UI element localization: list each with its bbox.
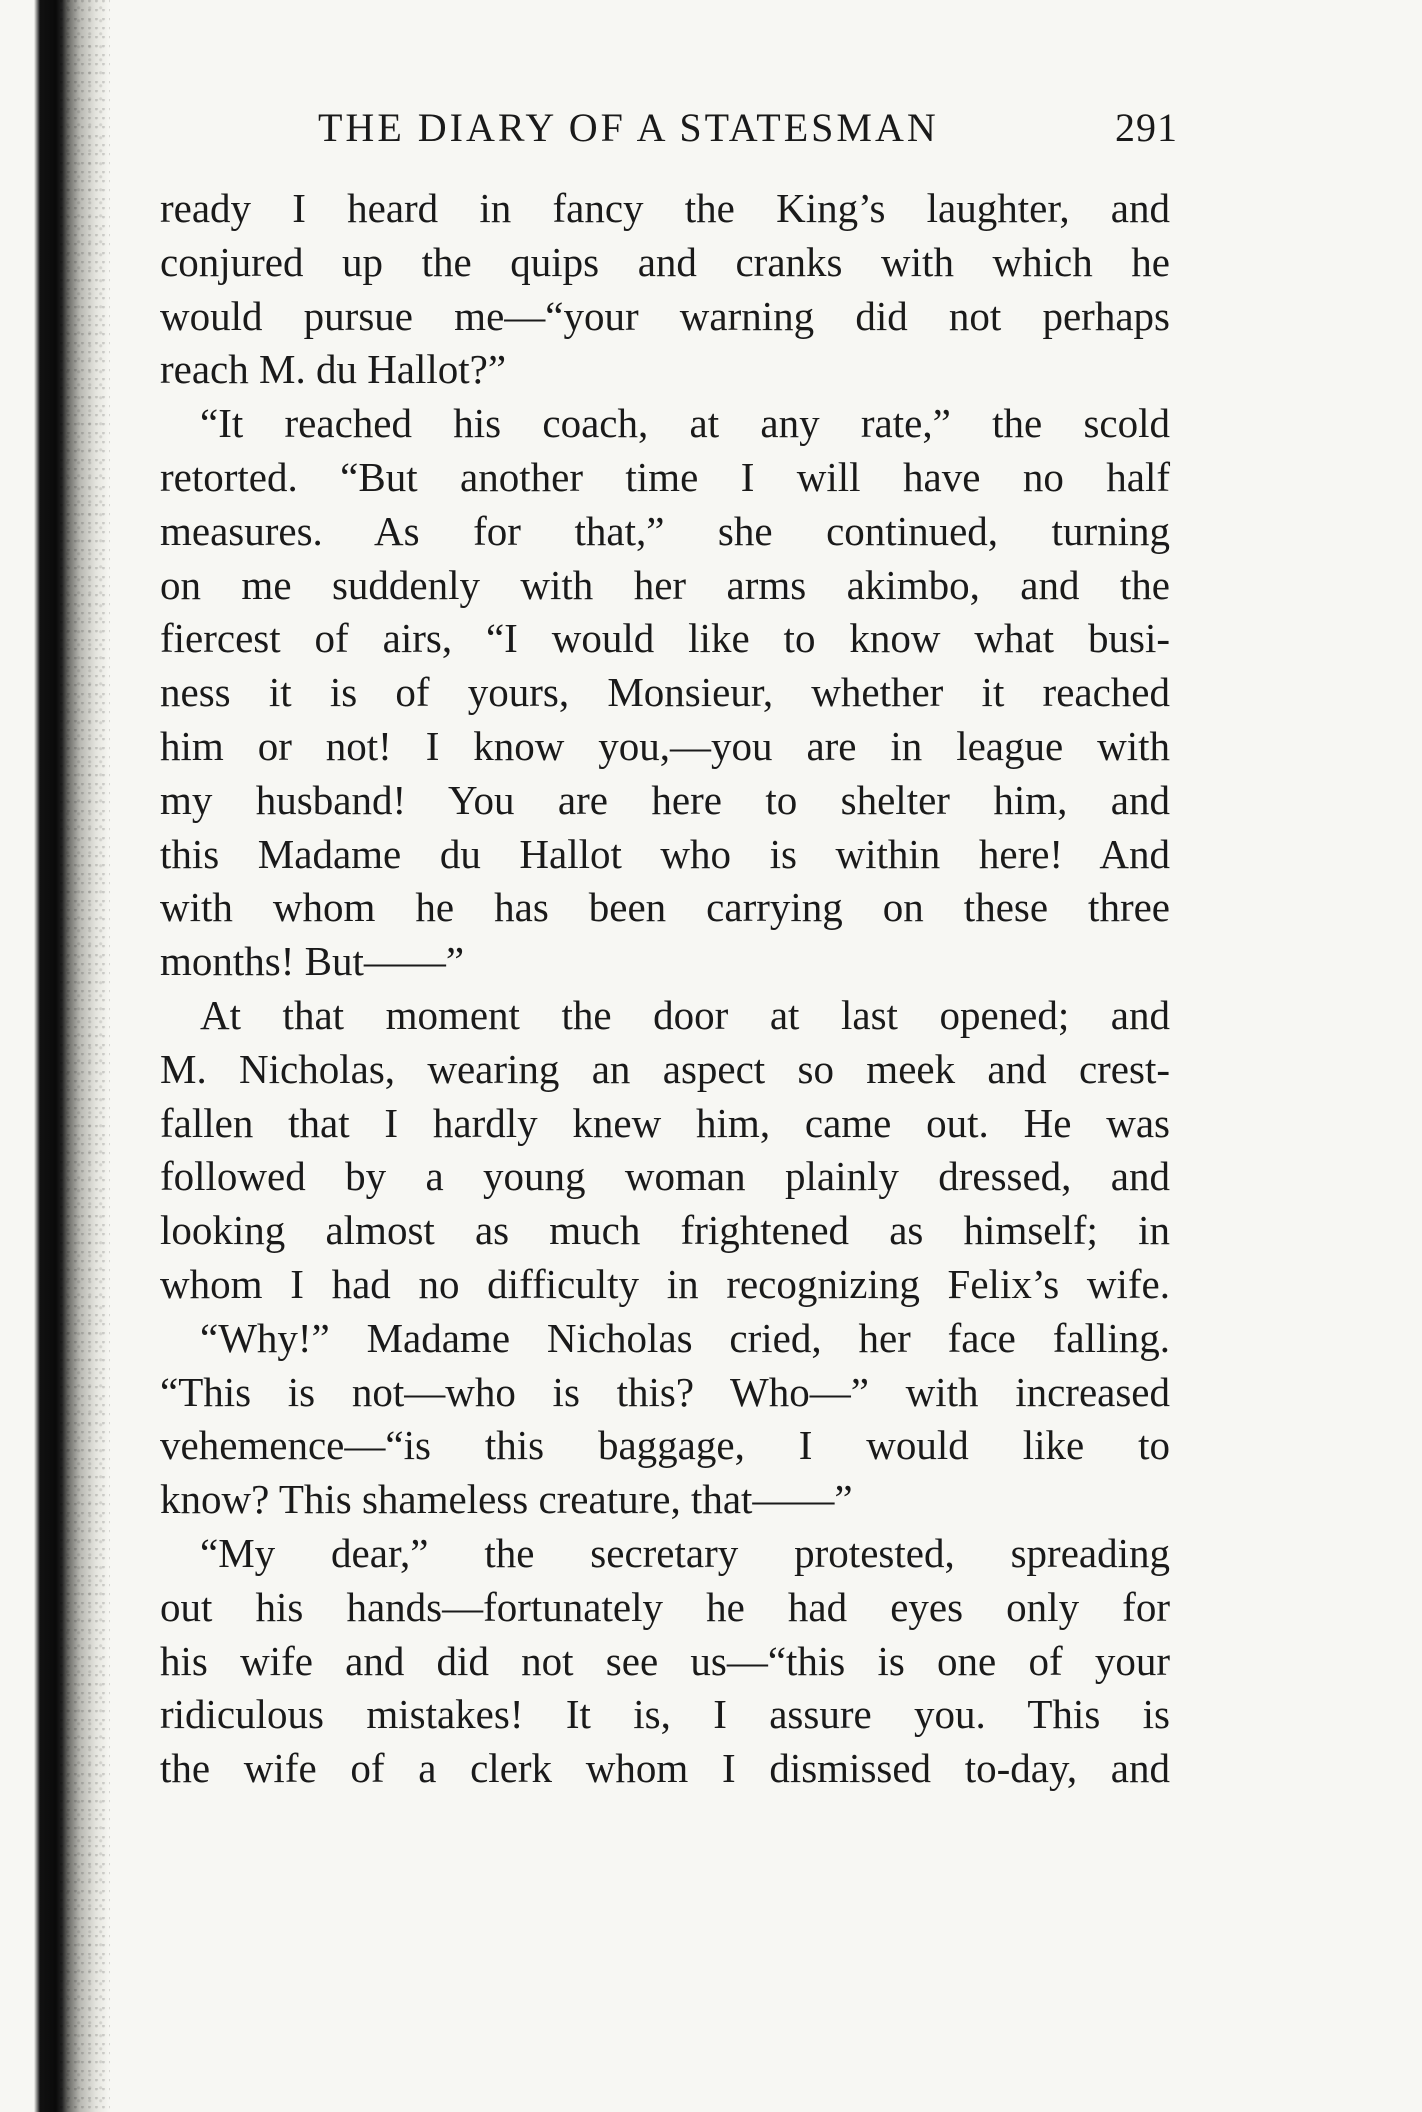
running-head <box>318 104 1178 154</box>
scan-noise <box>60 0 110 2112</box>
text-line: reach M. du Hallot?” <box>160 346 507 393</box>
text-line: months! But——” <box>160 938 465 985</box>
text-line: “Why!” Madame Nicholas cried, her face falling. <box>200 1314 1170 1361</box>
text-line: “My dear,” the secretary protested, spreading <box>200 1529 1170 1576</box>
text-line: know? This shameless creature, that——” <box>160 1476 853 1523</box>
page-number: 291 <box>1115 105 1178 150</box>
text-line: ness it is of yours, Monsieur, whether it reached <box>160 669 1170 716</box>
text-line: looking almost as much frightened as himself; in <box>160 1207 1170 1254</box>
text-line: whom I had no difficulty in recognizing Felix’s wife. <box>160 1260 1170 1307</box>
book-title: THE DIARY OF A STATESMAN <box>318 105 939 150</box>
text-line: followed by a young woman plainly dressed, and <box>160 1153 1170 1200</box>
text-line: retorted. “But another time I will have no half <box>160 453 1170 500</box>
body-text <box>160 182 1170 1796</box>
text-line: my husband! You are here to shelter him, and <box>160 776 1170 823</box>
text-line: “It reached his coach, at any rate,” the scold <box>200 400 1170 447</box>
text-line: fiercest of airs, “I would like to know what busi- <box>160 615 1170 662</box>
text-line: ridiculous mistakes! It is, I assure you. This is <box>160 1691 1170 1738</box>
text-line: measures. As for that,” she continued, turning <box>160 507 1170 554</box>
text-line: this Madame du Hallot who is within here! And <box>160 830 1170 877</box>
text-line: the wife of a clerk whom I dismissed to-day, and <box>160 1745 1170 1792</box>
text-line: his wife and did not see us—“this is one of your <box>160 1637 1170 1684</box>
text-line: ready I heard in fancy the King’s laughter, and <box>160 185 1170 231</box>
text-line: him or not! I know you,—you are in league with <box>160 722 1170 769</box>
text-line: conjured up the quips and cranks with which he <box>160 238 1170 285</box>
text-line: “This is not—who is this? Who—” with increased <box>160 1368 1170 1415</box>
text-line: would pursue me—“your warning did not perhaps <box>160 292 1170 339</box>
text-line: At that moment the door at last opened; and <box>200 991 1170 1038</box>
text-line: with whom he has been carrying on these three <box>160 884 1170 931</box>
text-line: M. Nicholas, wearing an aspect so meek and crest- <box>160 1045 1170 1092</box>
text-line: on me suddenly with her arms akimbo, and the <box>160 561 1170 608</box>
text-line: fallen that I hardly knew him, came out. He was <box>160 1099 1170 1146</box>
text-line: out his hands—fortunately he had eyes only for <box>160 1583 1170 1630</box>
text-line: vehemence—“is this baggage, I would like to <box>160 1422 1170 1469</box>
